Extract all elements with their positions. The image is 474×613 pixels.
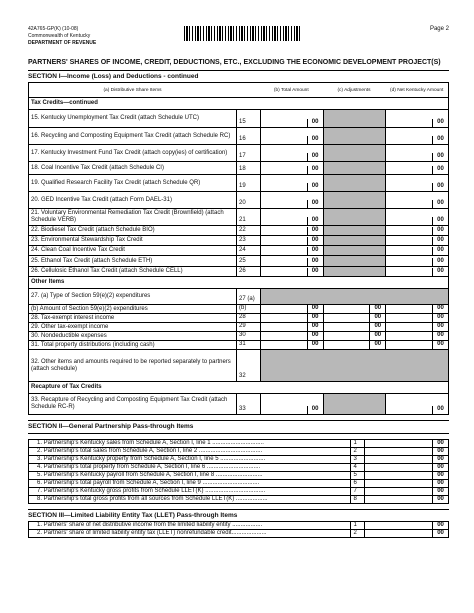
cents-label: 00 [307,314,323,322]
table-row [29,145,448,162]
form-number: 42A765-GP(K) (10-08) [28,26,79,32]
line-number: 30 [236,332,260,340]
passthrough-line-number: 6 [350,480,364,487]
adjustments-field [323,256,386,266]
row-description: 21. Voluntary Environmental Remediation Tax Credit (Brownfield) (attach Schedule VERB) [31,210,224,224]
tax-credit-rows [29,110,448,277]
total-amount-field[interactable] [260,267,323,276]
total-amount-field[interactable] [260,145,323,161]
cents-label: 00 [307,258,323,266]
passthrough-description: 7. Partnership's Kentucky gross profits from Schedule LLET(K) .................................... [37,487,266,494]
cents-label: 00 [307,268,323,276]
cents-label: 00 [432,200,448,208]
recapture-rows [29,394,448,415]
cents-label: 00 [432,332,448,340]
passthrough-description: 4. Partnership's total property from Schedule A, Section I, line 6 ................................ [37,463,261,470]
cents-label: 00 [432,496,448,503]
cents-label: 00 [307,341,323,349]
adjustments-field[interactable] [323,305,386,313]
passthrough-description: 1. Partners' share of net distributive income from the limited liability entity .................. [37,522,263,529]
passthrough-line-number: 1 [350,440,364,447]
cents-label: 00 [369,323,385,331]
cents-label: 00 [432,440,448,447]
total-amount-field[interactable] [260,209,323,225]
passthrough-amount-field[interactable] [364,456,432,463]
net-kentucky-field[interactable] [385,145,448,161]
passthrough-line-number: 2 [350,530,364,537]
line-number: 29 [236,323,260,331]
cents-label: 00 [432,237,448,245]
table-row [29,192,448,209]
cents-label: 00 [307,305,323,313]
cents-label: 00 [432,522,448,529]
table-row [29,236,448,246]
line-number: 20 [236,192,260,208]
cents-label: 00 [432,119,448,127]
net-kentucky-field[interactable] [385,332,448,340]
cents-label: 00 [369,305,385,313]
cents-label: 00 [432,488,448,495]
adjustments-field [323,226,386,235]
passthrough-line-number: 8 [350,496,364,503]
agency-line-1: Commonwealth of Kentucky [28,33,91,39]
cents-label: 00 [432,305,448,313]
table-row [29,226,448,236]
passthrough-description: 5. Partnership's Kentucky payroll from Schedule A, Section I, line 8 ............................ [37,471,263,478]
row-description: 26. Cellulosic Ethanol Tax Credit (attach Schedule CELL) [31,268,183,275]
cents-label: 00 [432,448,448,455]
net-kentucky-field[interactable] [385,192,448,208]
line-number: 15 [236,110,260,127]
adjustments-field[interactable] [323,332,386,340]
table-row [29,162,448,175]
line-number: 33 [236,394,260,414]
adjustments-field [323,110,386,127]
form-title: PARTNERS' SHARES OF INCOME, CREDIT, DEDUCTIONS, ETC., EXCLUDING THE ECONOMIC DEVELOPMENT PROJECT(S) [28,59,441,66]
row-description: 23. Environmental Stewardship Tax Credit [31,237,143,244]
passthrough-amount-field[interactable] [364,464,432,471]
adjustments-field [323,246,386,255]
cents-label: 00 [307,119,323,127]
line-number: 21 [236,209,260,225]
col-header-items: (a) Distributive Share Items [103,87,162,93]
cents-label: 00 [432,456,448,463]
row-description: 16. Recycling and Composting Equipment Tax Credit (attach Schedule RC) [31,132,231,139]
line-number: 28 [236,314,260,322]
table-row [29,246,448,256]
net-kentucky-field[interactable] [385,314,448,322]
total-amount-field[interactable] [260,323,323,331]
passthrough-description: 2. Partnership's total sales from Schedule A, Section I, line 2 ...................................... [37,447,263,454]
passthrough-amount-field[interactable] [364,480,432,487]
cents-label: 00 [432,268,448,276]
section-3-grid [28,522,449,538]
table-row [29,256,448,267]
row-description: 31. Total property distributions (including cash) [31,341,155,348]
row-description: 29. Other tax-exempt income [31,323,109,330]
section-1-title: SECTION I—Income (Loss) and Deductions - continued [28,70,449,83]
row-description: 32. Other items and amounts required to be reported separately to partners (attach schedule) [31,358,231,372]
shaded-area [260,350,448,381]
table-row [29,314,448,323]
passthrough-row [29,472,448,480]
net-kentucky-field[interactable] [385,305,448,313]
total-amount-field[interactable] [260,305,323,313]
table-row [29,323,448,332]
net-kentucky-field[interactable] [385,175,448,191]
other-item-rows [29,289,448,382]
passthrough-line-number: 7 [350,488,364,495]
table-row [29,350,448,382]
cents-label: 00 [432,314,448,322]
col-header-total: (b) Total Amount [273,87,309,93]
line-number: 19 [236,175,260,191]
row-description: 25. Ethanol Tax Credit (attach Schedule ETH) [31,257,153,264]
total-amount-field[interactable] [260,332,323,340]
row-description: 27. (a) Type of Section 59(e)(2) expenditures [31,293,151,300]
line-number: 31 [236,341,260,349]
cents-label: 00 [307,153,323,161]
net-kentucky-field[interactable] [385,226,448,235]
row-description: 20. GED Incentive Tax Credit (attach Form DAEL-31) [31,196,172,203]
passthrough-amount-field[interactable] [364,448,432,455]
net-kentucky-field[interactable] [385,267,448,276]
total-amount-field[interactable] [260,175,323,191]
cents-label: 00 [307,217,323,225]
adjustments-field[interactable] [323,341,386,349]
cents-label: 00 [432,341,448,349]
adjustments-field [323,236,386,245]
net-kentucky-field[interactable] [385,209,448,225]
line-number: 18 [236,162,260,174]
adjustments-field[interactable] [323,323,386,331]
table-row [29,267,448,277]
line-number: (b) [236,305,260,313]
adjustments-field [323,192,386,208]
table-row [29,209,448,226]
cents-label: 00 [369,341,385,349]
cents-label: 00 [307,183,323,191]
passthrough-amount-field[interactable] [364,530,432,537]
recapture-subheader: Recapture of Tax Credits [29,382,448,394]
row-description: 22. Biodiesel Tax Credit (attach Schedule BIO) [31,227,155,234]
cents-label: 00 [307,237,323,245]
line-number: 16 [236,128,260,144]
adjustments-field [323,394,386,414]
line-number: 32 [236,350,260,381]
passthrough-row [29,456,448,464]
cents-label: 00 [307,166,323,174]
net-kentucky-field[interactable] [385,256,448,266]
total-amount-field[interactable] [260,314,323,322]
cents-label: 00 [432,480,448,487]
row-description: 24. Clean Coal Incentive Tax Credit [31,247,125,254]
section-1-grid [28,83,449,415]
line-number: 26 [236,267,260,276]
cents-label: 00 [432,247,448,255]
cents-label: 00 [432,217,448,225]
cents-label: 00 [432,464,448,471]
passthrough-description: 3. Partnership's Kentucky property from Schedule A, Section I, line 5 ........................... [37,455,266,462]
shaded-area [260,289,448,304]
agency-line-2: DEPARTMENT OF REVENUE [28,40,97,46]
line-number: 24 [236,246,260,255]
total-amount-field[interactable] [260,246,323,255]
passthrough-line-number: 3 [350,456,364,463]
passthrough-amount-field[interactable] [364,496,432,503]
table-row [29,289,448,305]
cents-label: 00 [307,136,323,144]
adjustments-field [323,128,386,144]
table-row [29,305,448,314]
net-kentucky-field[interactable] [385,341,448,349]
net-kentucky-field[interactable] [385,246,448,255]
row-description: 30. Nondeductible expenses [31,332,107,339]
adjustments-field [323,267,386,276]
total-amount-field[interactable] [260,192,323,208]
barcode-image [184,26,300,41]
table-row [29,110,448,128]
row-description: 18. Coal Incentive Tax Credit (attach Schedule CI) [31,164,164,171]
cents-label: 00 [432,183,448,191]
total-amount-field[interactable] [260,226,323,235]
passthrough-amount-field[interactable] [364,522,432,529]
total-amount-field[interactable] [260,128,323,144]
adjustments-field [323,209,386,225]
passthrough-description: 2. Partners' share of limited liability entity tax (LLET) nonrefundable credit..................... [37,530,267,537]
cents-label: 00 [369,314,385,322]
line-number: 17 [236,145,260,161]
passthrough-row [29,464,448,472]
cents-label: 00 [432,406,448,414]
col-header-net: (d) Net Kentucky Amount [390,87,444,93]
cents-label: 00 [432,323,448,331]
passthrough-row [29,488,448,496]
passthrough-line-number: 1 [350,522,364,529]
cents-label: 00 [307,332,323,340]
form-identity [28,26,96,47]
line-number: 27 (a) [236,289,260,304]
total-amount-field[interactable] [260,256,323,266]
net-kentucky-field[interactable] [385,236,448,245]
table-row [29,394,448,415]
page-number: Page 2 [429,26,449,32]
net-kentucky-field[interactable] [385,110,448,127]
cents-label: 00 [432,227,448,235]
net-kentucky-field[interactable] [385,128,448,144]
other-items-subheader: Other Items [29,277,448,289]
cents-label: 00 [432,472,448,479]
passthrough-line-number: 2 [350,448,364,455]
passthrough-line-number: 4 [350,464,364,471]
total-amount-field[interactable] [260,110,323,127]
passthrough-row [29,448,448,456]
passthrough-description: 6. Partnership's total payroll from Schedule A, Section I, line 9 .................................. [37,479,260,486]
row-description: 28. Tax-exempt interest income [31,314,115,321]
section-2-grid [28,439,449,504]
passthrough-description: 1. Partnership's Kentucky sales from Schedule A, Section I, line 1 ............................... [37,439,264,446]
adjustments-field [323,145,386,161]
table-row [29,341,448,350]
total-amount-field[interactable] [260,394,323,414]
passthrough-row [29,440,448,448]
column-header-row [29,83,448,98]
passthrough-row [29,522,448,530]
col-header-adjustments: (c) Adjustments [337,87,371,93]
passthrough-description: 8. Partnership's total gross profits from all sources from Schedule LLET(K) ................... [37,495,268,502]
net-kentucky-field[interactable] [385,323,448,331]
cents-label: 00 [307,406,323,414]
cents-label: 00 [307,200,323,208]
table-row [29,128,448,145]
cents-label: 00 [432,136,448,144]
form-header [28,26,449,60]
section-3-title: SECTION III—Limited Liability Entity Tax (LLET) Pass-through Items [28,509,449,522]
row-description: 15. Kentucky Unemployment Tax Credit (attach Schedule UTC) [31,115,199,122]
cents-label: 00 [432,166,448,174]
adjustments-field[interactable] [323,314,386,322]
table-row [29,332,448,341]
total-amount-field[interactable] [260,236,323,245]
table-row [29,175,448,192]
adjustments-field [323,162,386,174]
net-kentucky-field[interactable] [385,394,448,414]
passthrough-line-number: 5 [350,472,364,479]
passthrough-amount-field[interactable] [364,472,432,479]
row-description: 19. Qualified Research Facility Tax Credit (attach Schedule QR) [31,179,201,186]
cents-label: 00 [432,530,448,537]
tax-credits-subheader: Tax Credits—continued [29,98,448,110]
row-description: 17. Kentucky Investment Fund Tax Credit (attach copy(ies) of certification) [31,149,228,156]
cents-label: 00 [432,258,448,266]
line-number: 22 [236,226,260,235]
cents-label: 00 [307,227,323,235]
passthrough-row [29,496,448,504]
cents-label: 00 [432,153,448,161]
passthrough-row [29,480,448,488]
net-kentucky-field[interactable] [385,162,448,174]
line-number: 25 [236,256,260,266]
adjustments-field [323,175,386,191]
col-header-line-spacer [236,83,260,97]
cents-label: 00 [307,323,323,331]
section-2-title: SECTION II—General Partnership Pass-through Items [28,420,449,433]
passthrough-amount-field[interactable] [364,488,432,495]
total-amount-field[interactable] [260,341,323,349]
line-number: 23 [236,236,260,245]
row-description: 33. Recapture of Recycling and Composting Equipment Tax Credit (attach Schedule RC-R) [31,397,228,411]
row-description: (b) Amount of Section 59(e)(2) expenditures [31,305,148,312]
total-amount-field[interactable] [260,162,323,174]
cents-label: 00 [369,332,385,340]
passthrough-row [29,530,448,538]
cents-label: 00 [307,247,323,255]
passthrough-amount-field[interactable] [364,440,432,447]
